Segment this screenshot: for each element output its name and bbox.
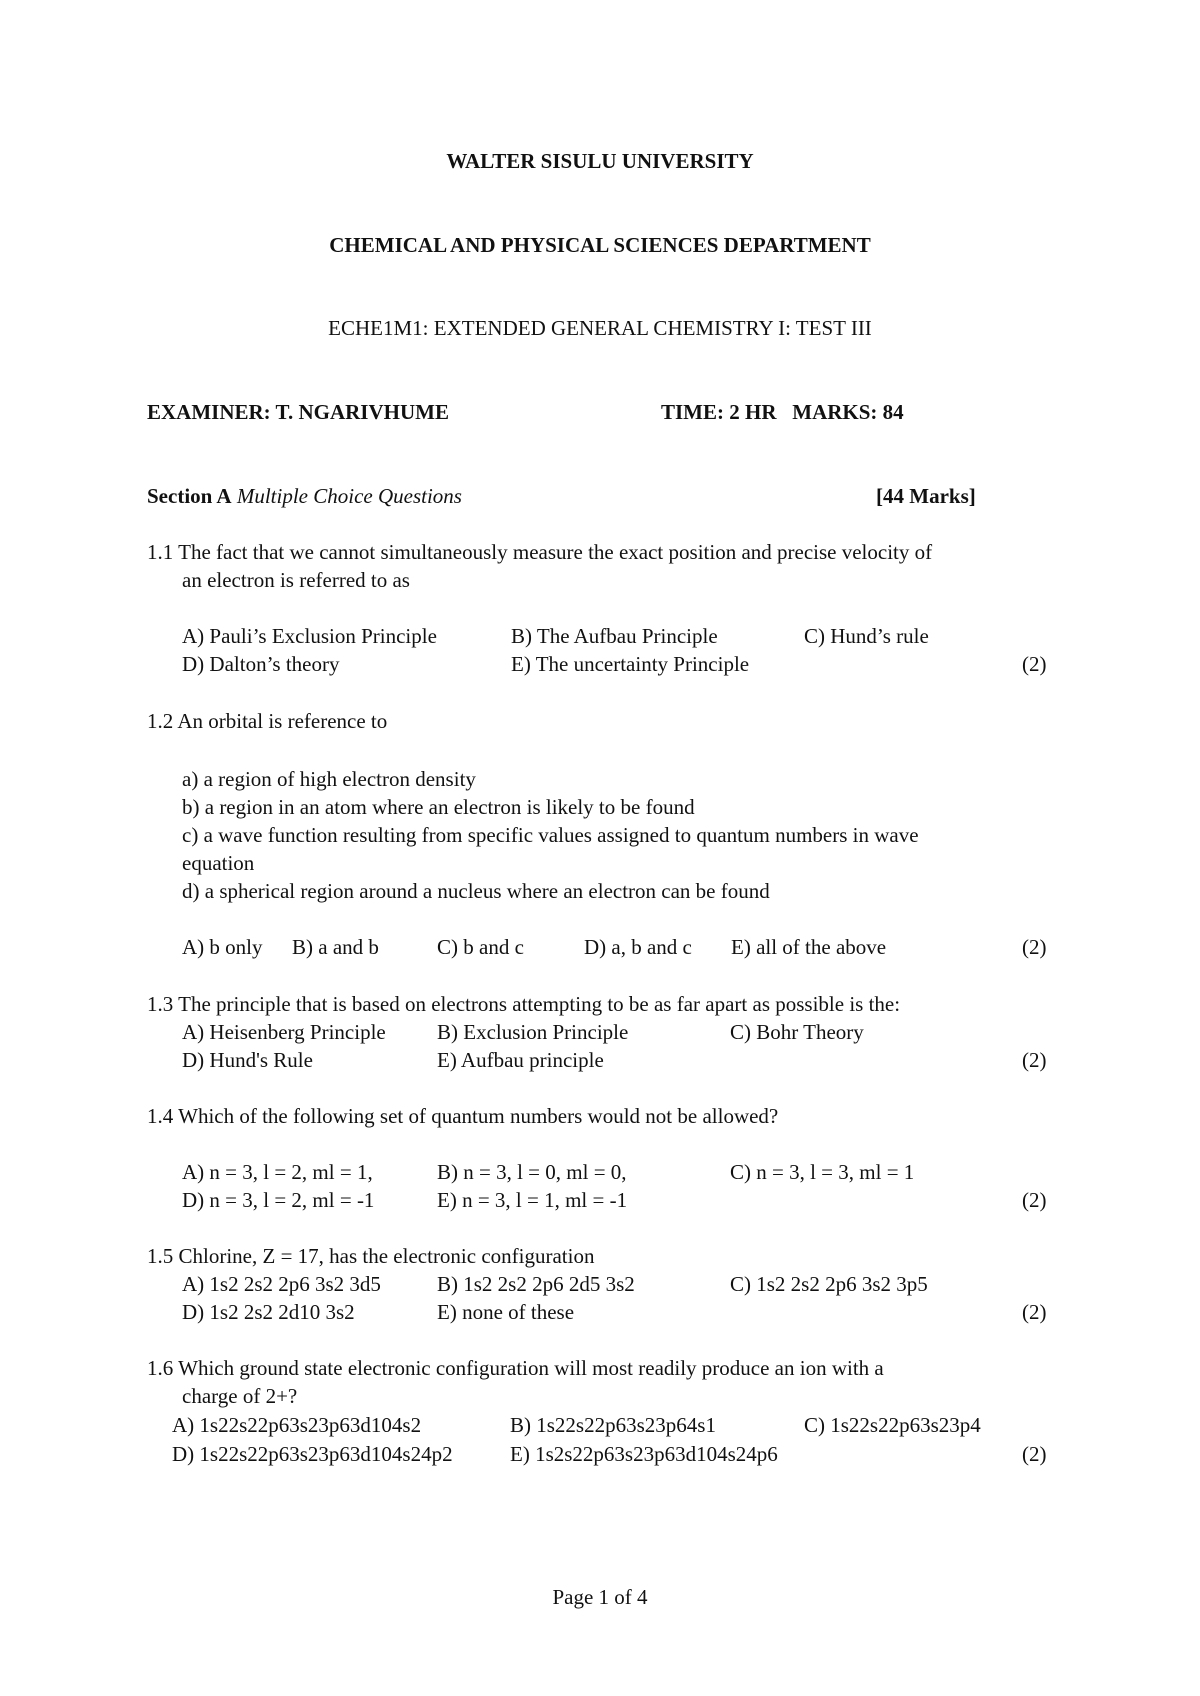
option-a: A) n = 3, l = 2, ml = 1, — [182, 1160, 373, 1184]
page-number: Page 1 of 4 — [552, 1585, 648, 1609]
option-c: C) 1s22s22p63s23p4 — [804, 1413, 981, 1437]
section-marks: [44 Marks] — [876, 484, 976, 508]
option-e: E) n = 3, l = 1, ml = -1 — [437, 1188, 628, 1212]
statement-b: b) a region in an atom where an electron is likely to be found — [182, 795, 695, 819]
option-b: B) Exclusion Principle — [437, 1020, 629, 1044]
examiner: EXAMINER: T. NGARIVHUME — [147, 400, 449, 424]
option-e: E) The uncertainty Principle — [511, 652, 750, 676]
question-1-5 — [147, 1243, 594, 1269]
option-d: D) n = 3, l = 2, ml = -1 — [182, 1188, 375, 1212]
option-b: B) a and b — [292, 935, 379, 959]
section-title: Multiple Choice Questions — [236, 484, 462, 508]
university-title: WALTER SISULU UNIVERSITY — [446, 149, 754, 173]
option-e: E) all of the above — [731, 935, 887, 959]
marks: (2) — [1022, 935, 1047, 959]
department-title: CHEMICAL AND PHYSICAL SCIENCES DEPARTMENT — [329, 233, 871, 257]
course-title: ECHE1M1: EXTENDED GENERAL CHEMISTRY I: TEST III — [328, 316, 872, 340]
question-text: The principle that is based on electrons attempting to be as far apart as possible is the: — [178, 992, 901, 1016]
option-c: C) Hund’s rule — [804, 624, 929, 648]
question-number: 1.4 — [147, 1104, 174, 1128]
option-c: C) 1s2 2s2 2p6 3s2 3p5 — [730, 1272, 928, 1296]
question-1-3 — [147, 991, 900, 1017]
question-text-cont: an electron is referred to as — [182, 568, 410, 592]
statement-c: c) a wave function resulting from specific values assigned to quantum numbers in wave — [182, 823, 919, 847]
option-e: E) none of these — [437, 1300, 575, 1324]
question-number: 1.6 — [147, 1356, 174, 1380]
option-a: A) Heisenberg Principle — [182, 1020, 386, 1044]
statement-d: d) a spherical region around a nucleus where an electron can be found — [182, 879, 770, 903]
question-text: Which ground state electronic configuration will most readily produce an ion with a — [178, 1356, 884, 1380]
question-1-4 — [147, 1103, 778, 1129]
option-d: D) 1s2 2s2 2d10 3s2 — [182, 1300, 355, 1324]
statement-a: a) a region of high electron density — [182, 767, 476, 791]
option-a: A) 1s22s22p63s23p63d104s2 — [172, 1413, 422, 1437]
question-number: 1.2 — [147, 709, 174, 733]
option-e: E) 1s2s22p63s23p63d104s24p6 — [510, 1442, 778, 1466]
option-a: A) Pauli’s Exclusion Principle — [182, 624, 437, 648]
option-a: A) b only — [182, 935, 263, 959]
option-d: D) 1s22s22p63s23p63d104s24p2 — [172, 1442, 453, 1466]
option-c: C) Bohr Theory — [730, 1020, 864, 1044]
statement-c-cont: equation — [182, 851, 255, 875]
marks: (2) — [1022, 652, 1047, 676]
option-e: E) Aufbau principle — [437, 1048, 604, 1072]
question-1-2 — [147, 708, 387, 734]
question-text: The fact that we cannot simultaneously measure the exact position and precise velocity of — [178, 540, 933, 564]
option-c: C) b and c — [437, 935, 524, 959]
question-number: 1.1 — [147, 540, 174, 564]
question-text-cont: charge of 2+? — [182, 1384, 298, 1408]
question-text: An orbital is reference to — [177, 709, 388, 733]
marks: (2) — [1022, 1442, 1047, 1466]
section-label: Section A — [147, 484, 232, 508]
option-c: C) n = 3, l = 3, ml = 1 — [730, 1160, 915, 1184]
marks: (2) — [1022, 1188, 1047, 1212]
option-b: B) n = 3, l = 0, ml = 0, — [437, 1160, 627, 1184]
time-marks: TIME: 2 HR MARKS: 84 — [661, 400, 904, 424]
question-number: 1.3 — [147, 992, 174, 1016]
option-d: D) Dalton’s theory — [182, 652, 340, 676]
marks: (2) — [1022, 1048, 1047, 1072]
question-1-1 — [147, 539, 932, 565]
section-heading — [147, 483, 462, 509]
option-b: B) The Aufbau Principle — [511, 624, 718, 648]
option-b: B) 1s2 2s2 2p6 2d5 3s2 — [437, 1272, 635, 1296]
option-d: D) a, b and c — [584, 935, 692, 959]
option-d: D) Hund's Rule — [182, 1048, 313, 1072]
option-a: A) 1s2 2s2 2p6 3s2 3d5 — [182, 1272, 381, 1296]
question-text: Chlorine, Z = 17, has the electronic configuration — [178, 1244, 595, 1268]
question-1-6 — [147, 1355, 884, 1381]
question-number: 1.5 — [147, 1244, 174, 1268]
question-text: Which of the following set of quantum numbers would not be allowed? — [178, 1104, 779, 1128]
marks: (2) — [1022, 1300, 1047, 1324]
option-b: B) 1s22s22p63s23p64s1 — [510, 1413, 716, 1437]
